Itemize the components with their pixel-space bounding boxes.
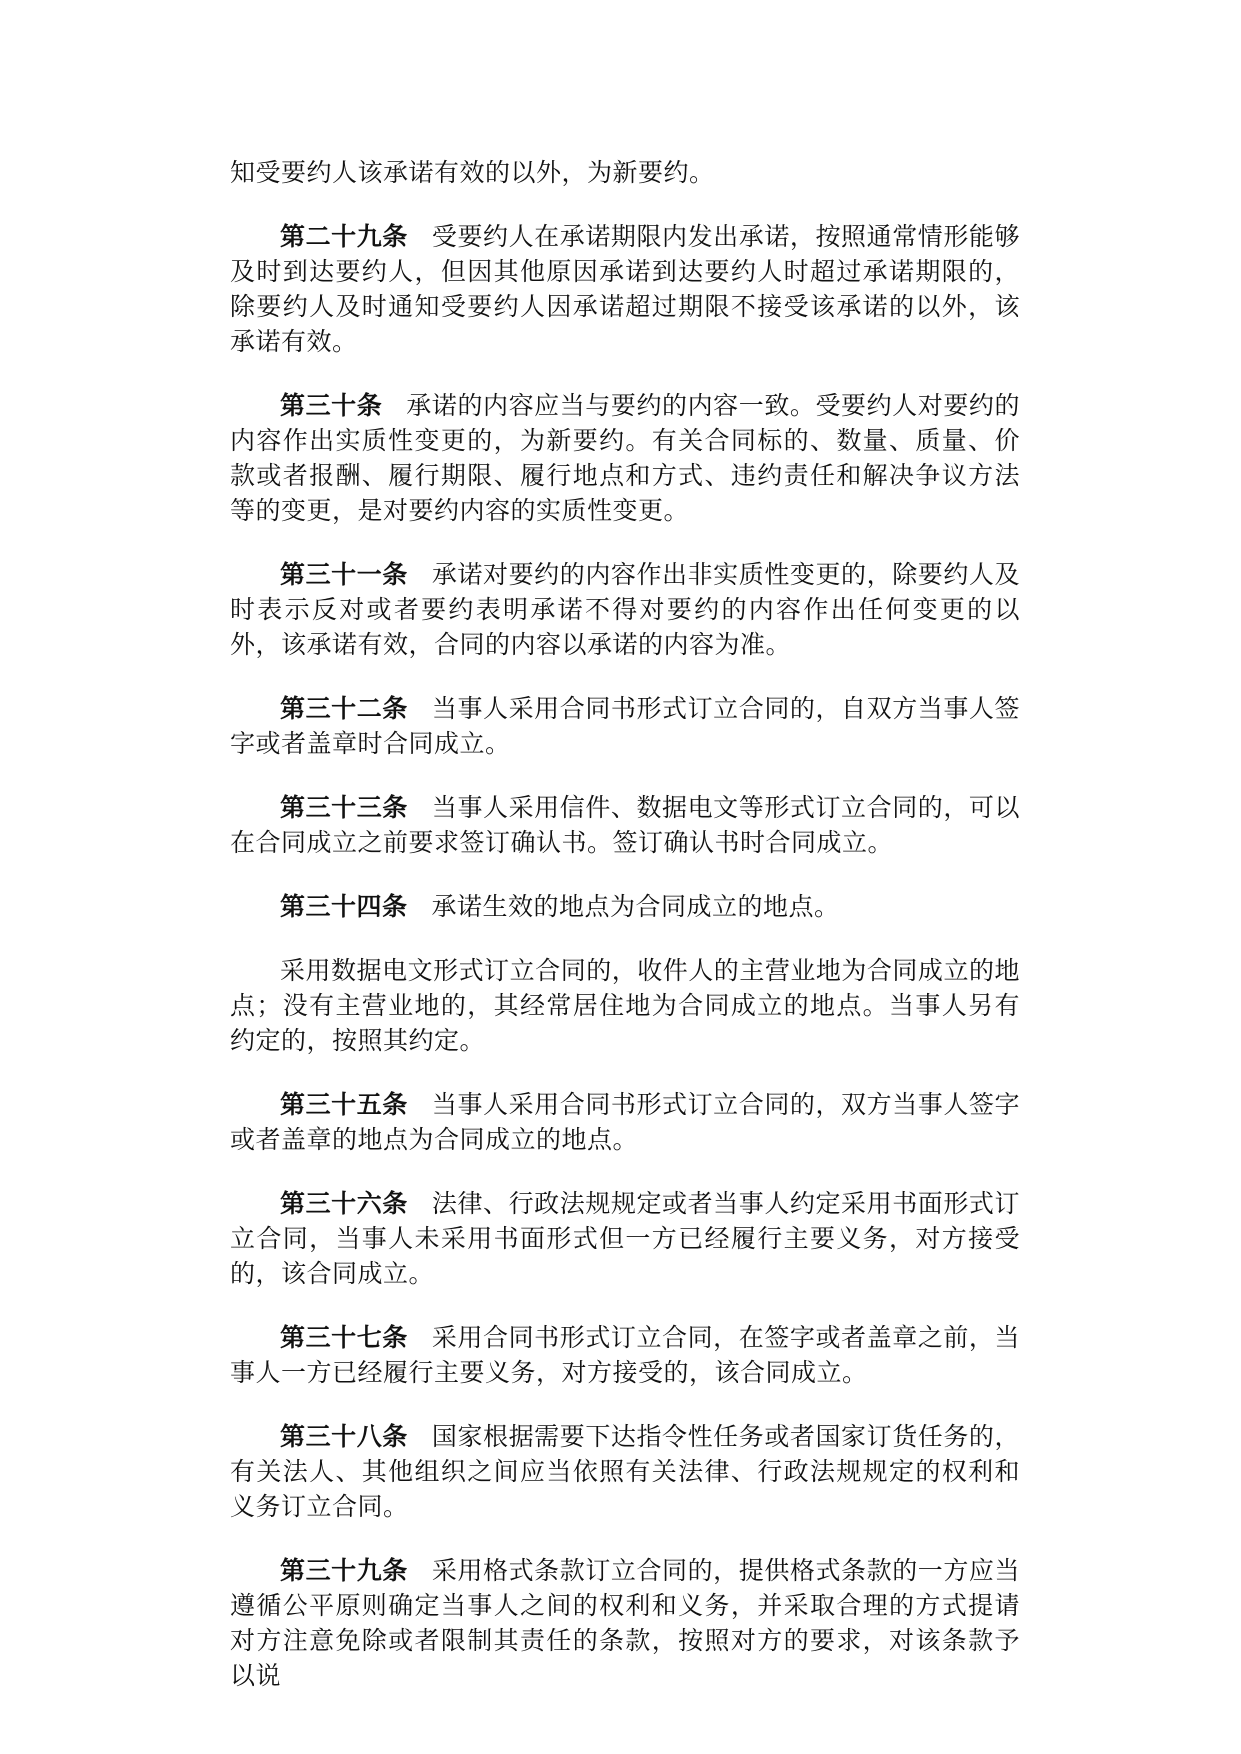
- article-number: 第三十八条: [280, 1422, 408, 1451]
- paragraph-text: 当事人采用合同书形式订立合同的，自双方当事人签字或者盖章时合同成立。: [230, 694, 1020, 758]
- article-38: [230, 1419, 1020, 1524]
- paragraph-continuation: [230, 155, 1020, 190]
- article-29: [230, 219, 1020, 359]
- article-36: [230, 1186, 1020, 1291]
- paragraph-text: 知受要约人该承诺有效的以外，为新要约。: [230, 158, 715, 187]
- paragraph-text: 当事人采用信件、数据电文等形式订立合同的，可以在合同成立之前要求签订确认书。签订确认书时合同成立。: [230, 793, 1020, 857]
- document-page: [230, 155, 1020, 1722]
- paragraph-text: 法律、行政法规规定或者当事人约定采用书面形式订立合同，当事人未采用书面形式但一方已经履行主要义务，对方接受的，该合同成立。: [230, 1189, 1020, 1288]
- article-number: 第三十七条: [280, 1323, 408, 1352]
- article-number: 第三十条: [280, 391, 383, 420]
- article-39: [230, 1553, 1020, 1693]
- article-37: [230, 1320, 1020, 1390]
- paragraph-text: 承诺生效的地点为合同成立的地点。: [431, 892, 840, 921]
- paragraph-text: 采用合同书形式订立合同，在签字或者盖章之前，当事人一方已经履行主要义务，对方接受的，该合同成立。: [230, 1323, 1020, 1387]
- article-32: [230, 691, 1020, 761]
- paragraph-text: 承诺的内容应当与要约的内容一致。受要约人对要约的内容作出实质性变更的，为新要约。有关合同标的、数量、质量、价款或者报酬、履行期限、履行地点和方式、违约责任和解决争议方法等的变更，是对要约内容的实质性变更。: [230, 391, 1020, 525]
- article-number: 第三十一条: [280, 560, 408, 589]
- paragraph-text: 当事人采用合同书形式订立合同的，双方当事人签字或者盖章的地点为合同成立的地点。: [230, 1090, 1020, 1154]
- article-30: [230, 388, 1020, 528]
- paragraph-text: 采用数据电文形式订立合同的，收件人的主营业地为合同成立的地点；没有主营业地的，其经常居住地为合同成立的地点。当事人另有约定的，按照其约定。: [230, 956, 1020, 1055]
- paragraph-text: 采用格式条款订立合同的，提供格式条款的一方应当遵循公平原则确定当事人之间的权利和义务，并采取合理的方式提请对方注意免除或者限制其责任的条款，按照对方的要求，对该条款予以说: [230, 1556, 1020, 1690]
- article-number: 第二十九条: [280, 222, 408, 251]
- article-number: 第三十四条: [280, 892, 408, 921]
- article-number: 第三十三条: [280, 793, 408, 822]
- article-number: 第三十九条: [280, 1556, 408, 1585]
- article-number: 第三十五条: [280, 1090, 408, 1119]
- article-35: [230, 1087, 1020, 1157]
- article-number: 第三十二条: [280, 694, 408, 723]
- paragraph-text: 国家根据需要下达指令性任务或者国家订货任务的，有关法人、其他组织之间应当依照有关法律、行政法规规定的权利和义务订立合同。: [230, 1422, 1020, 1521]
- paragraph-text: 承诺对要约的内容作出非实质性变更的，除要约人及时表示反对或者要约表明承诺不得对要约的内容作出任何变更的以外，该承诺有效，合同的内容以承诺的内容为准。: [230, 560, 1020, 659]
- article-31: [230, 557, 1020, 662]
- article-34-paragraph-2: [230, 953, 1020, 1058]
- paragraph-text: 受要约人在承诺期限内发出承诺，按照通常情形能够及时到达要约人，但因其他原因承诺到达要约人时超过承诺期限的，除要约人及时通知受要约人因承诺超过期限不接受该承诺的以外，该承诺有效。: [230, 222, 1020, 356]
- article-34: [230, 889, 1020, 924]
- article-33: [230, 790, 1020, 860]
- article-number: 第三十六条: [280, 1189, 408, 1218]
